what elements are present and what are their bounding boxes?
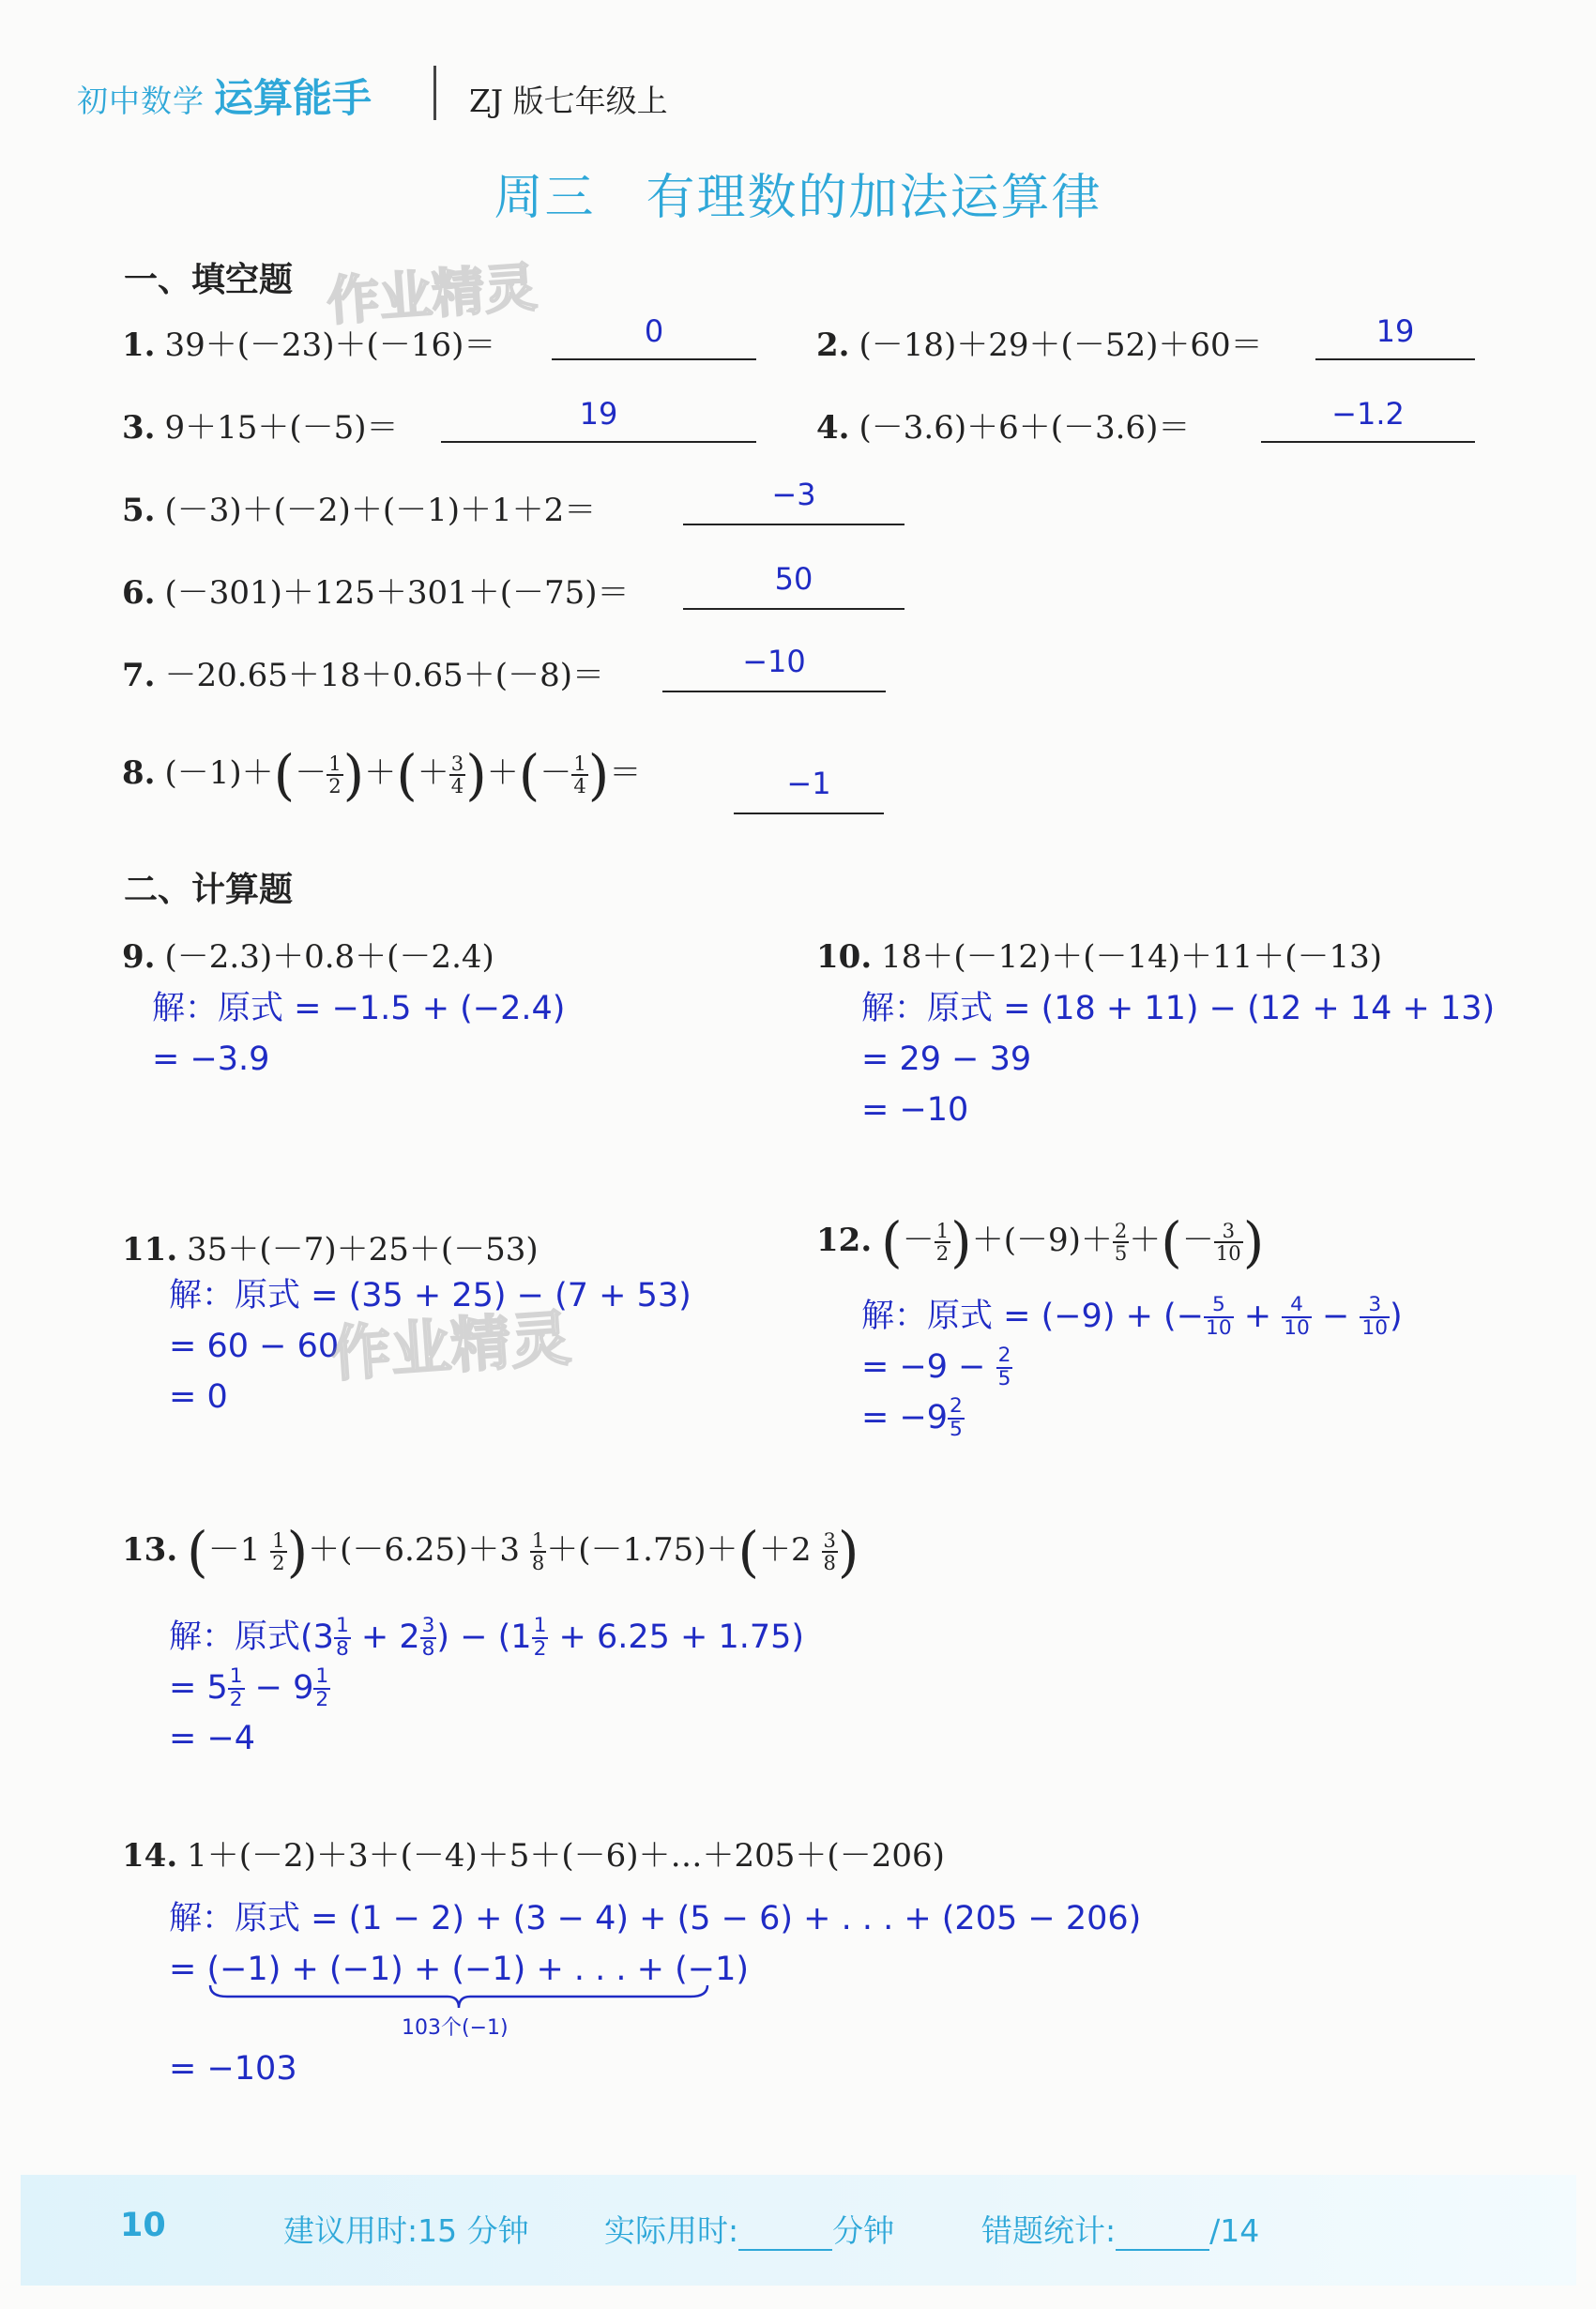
answer-1: 0 bbox=[644, 313, 664, 349]
answer-4: −1.2 bbox=[1331, 396, 1405, 432]
solution-13: 解：原式(3 $\frac{1}{8}$ + 2 $\frac{3}{8}$ ) − (1 $\frac{1}{2}$ + 6.25 + 1.75) = 5 $\frac{1}{2}$ − 9 $\frac{1}{2}$ = −4 bbox=[169, 1614, 805, 1757]
underbrace bbox=[208, 1983, 709, 2010]
solution-14-line3: = −103 bbox=[169, 2050, 297, 2088]
question-1: 1. 39＋(－23)＋(－16)＝ bbox=[122, 327, 496, 364]
error-count: 错题统计: /14 bbox=[981, 2212, 1260, 2249]
solution-12: 解：原式 = (−9) + (− $\frac{5}{10}$ + $\frac{4}{10}$ − $\frac{3}{10}$ ) = −9 − $\frac{2}{5}$ = −9 $\frac{2}{5}$ bbox=[861, 1293, 1403, 1441]
answer-3: 19 bbox=[579, 396, 618, 432]
header-divider bbox=[433, 66, 436, 120]
question-12: 12. (－ $\frac{1}{2}$ )＋(－9)＋ $\frac{2}{5}$ ＋(－ $\frac{3}{10}$ ) bbox=[816, 1210, 1265, 1274]
question-13-expr: (－1 $\frac{1}{2}$ )＋(－6.25)＋3 $\frac{1}{8}$ ＋(－1.75)＋(＋2 $\frac{3}{8}$ ) bbox=[187, 1520, 859, 1584]
solution-9: 解：原式 = −1.5 + (−2.4) = −3.9 bbox=[152, 990, 566, 1078]
header-edition: ZJ 版七年级上 bbox=[469, 83, 668, 119]
solution-14-line1: 解：原式 = (1 − 2) + (3 − 4) + (5 − 6) + . . . + (205 − 206) bbox=[169, 1900, 1142, 1937]
page-title-topic: 有理数的加法运算律 bbox=[646, 170, 1102, 226]
question-2: 2. (－18)＋29＋(－52)＋60＝ bbox=[816, 327, 1263, 364]
question-5: 5. (－3)＋(－2)＋(－1)＋1＋2＝ bbox=[122, 492, 597, 529]
section-calc-title: 二、计算题 bbox=[124, 871, 294, 909]
error-count-blank[interactable] bbox=[1116, 2223, 1209, 2251]
question-11: 11. 35＋(－7)＋25＋(－53) bbox=[122, 1231, 539, 1268]
watermark-2: 作业精灵 bbox=[328, 1304, 573, 1390]
header-series: 运算能手 bbox=[214, 75, 372, 121]
question-3: 3. 9＋15＋(－5)＝ bbox=[122, 409, 399, 447]
page-number: 10 bbox=[120, 2207, 166, 2244]
header-subject: 初中数学 bbox=[77, 83, 205, 119]
solution-14-line2: = (−1) + (−1) + (−1) + . . . + (−1) bbox=[169, 1951, 750, 1988]
watermark: 作业精灵 bbox=[325, 257, 540, 333]
question-6: 6. (－301)＋125＋301＋(－75)＝ bbox=[122, 574, 630, 612]
question-4: 4. (－3.6)＋6＋(－3.6)＝ bbox=[816, 409, 1191, 447]
solution-10: 解：原式 = (18 + 11) − (12 + 14 + 13) = 29 − 39 = −10 bbox=[861, 990, 1496, 1129]
question-10: 10. 18＋(－12)＋(－14)＋11＋(－13) bbox=[816, 938, 1383, 976]
page-title bbox=[0, 158, 1596, 228]
actual-time-blank[interactable] bbox=[738, 2223, 832, 2251]
question-9: 9. (－2.3)＋0.8＋(－2.4) bbox=[122, 938, 494, 976]
answer-6: 50 bbox=[774, 561, 813, 597]
question-8-expr: (－1)＋(－ $\frac{1}{2}$ )＋(＋ $\frac{3}{4}$ )＋(－ $\frac{1}{4}$ )＝ bbox=[164, 743, 642, 807]
underbrace-label: 103个(−1) bbox=[402, 2016, 509, 2040]
section-fill-title: 一、填空题 bbox=[124, 261, 294, 299]
header-brand bbox=[77, 68, 372, 124]
question-12-expr: (－ $\frac{1}{2}$ )＋(－9)＋ $\frac{2}{5}$ ＋(－ $\frac{3}{10}$ ) bbox=[881, 1210, 1265, 1274]
page-title-day: 周三 bbox=[494, 170, 596, 226]
actual-time: 实际用时: 分钟 bbox=[604, 2212, 895, 2249]
question-13: 13. (－1 $\frac{1}{2}$ )＋(－6.25)＋3 $\frac{1}{8}$ ＋(－1.75)＋(＋2 $\frac{3}{8}$ ) bbox=[122, 1520, 859, 1584]
question-7: 7. －20.65＋18＋0.65＋(－8)＝ bbox=[122, 657, 604, 694]
question-14: 14. 1＋(－2)＋3＋(－4)＋5＋(－6)＋…＋205＋(－206) bbox=[122, 1837, 945, 1875]
answer-2: 19 bbox=[1376, 313, 1415, 349]
solution-11: 解：原式 = (35 + 25) − (7 + 53) = 60 − 60 = 0 bbox=[169, 1277, 692, 1416]
answer-7: −10 bbox=[742, 644, 806, 679]
suggested-time: 建议用时:15 分钟 bbox=[283, 2212, 529, 2249]
answer-5: −3 bbox=[771, 477, 816, 512]
question-8: 8. (－1)＋(－ $\frac{1}{2}$ )＋(＋ $\frac{3}{4}$ )＋(－ $\frac{1}{4}$ )＝ bbox=[122, 743, 642, 807]
answer-8: −1 bbox=[786, 766, 831, 801]
